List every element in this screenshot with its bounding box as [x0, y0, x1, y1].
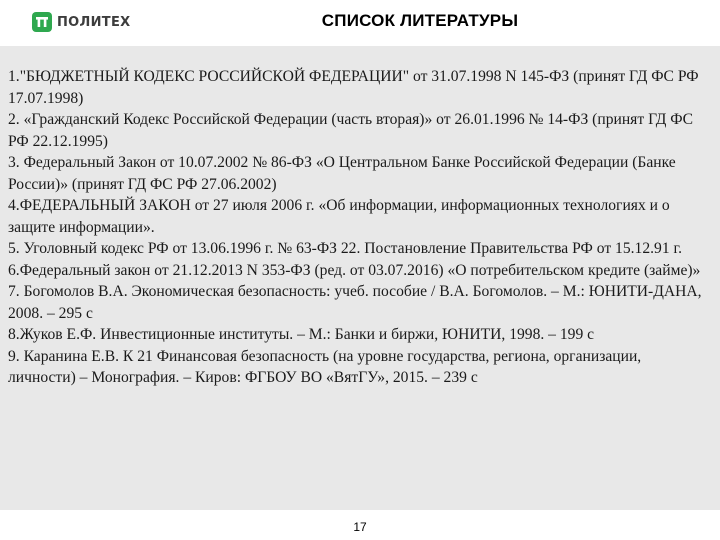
slide-footer: [0, 510, 720, 540]
page-title: СПИСОК ЛИТЕРАТУРЫ: [321, 11, 519, 30]
politech-logo-icon: [32, 12, 52, 32]
page-number: 17: [353, 520, 367, 534]
reference-item-2: 2. «Гражданский Кодекс Российской Федерации (часть вторая)» от 26.01.1996 № 14-ФЗ (принят ГД ФС РФ 22.12.1995): [8, 111, 693, 150]
reference-item-9: 9. Каранина Е.В. К 21 Финансовая безопасность (на уровне государства, региона, организации, личности) – Монография. – Киров: ФГБОУ ВО «ВятГУ», 2015. – 239 с: [8, 347, 642, 386]
slide-header: [0, 0, 720, 46]
brand-name: ПОЛИТЕХ: [57, 14, 131, 30]
reference-item-1: 1."БЮДЖЕТНЫЙ КОДЕКС РОССИЙСКОЙ ФЕДЕРАЦИИ" от 31.07.1998 N 145-ФЗ (принят ГД ФС РФ 17.07.1998): [8, 68, 699, 107]
reference-item-4: 4.ФЕДЕРАЛЬНЫЙ ЗАКОН от 27 июля 2006 г. «Об информации, информационных технологиях и о защите информации».: [8, 197, 670, 236]
reference-item-6: 6.Федеральный закон от 21.12.2013 N 353-ФЗ (ред. от 03.07.2016) «О потребительском кредите (займе)»: [8, 261, 701, 279]
reference-item-5: 5. Уголовный кодекс РФ от 13.06.1996 г. № 63-ФЗ 22. Постановление Правительства РФ от 15.12.91 г.: [8, 240, 683, 257]
content-panel: [0, 46, 720, 510]
reference-item-7: 7. Богомолов В.А. Экономическая безопасность: учеб. пособие / В.А. Богомолов. – М.: ЮНИТИ-ДАНА, 2008. – 295 с: [8, 283, 702, 322]
reference-list: [8, 66, 712, 389]
reference-item-3: 3. Федеральный Закон от 10.07.2002 № 86-ФЗ «О Центральном Банке Российской Федерации (Банке России)» (принят ГД ФС РФ 27.06.2002): [8, 154, 676, 193]
politech-logo: [32, 12, 130, 32]
reference-item-8: 8.Жуков Е.Ф. Инвестиционные институты. – М.: Банки и биржи, ЮНИТИ, 1998. – 199 с: [8, 326, 595, 343]
